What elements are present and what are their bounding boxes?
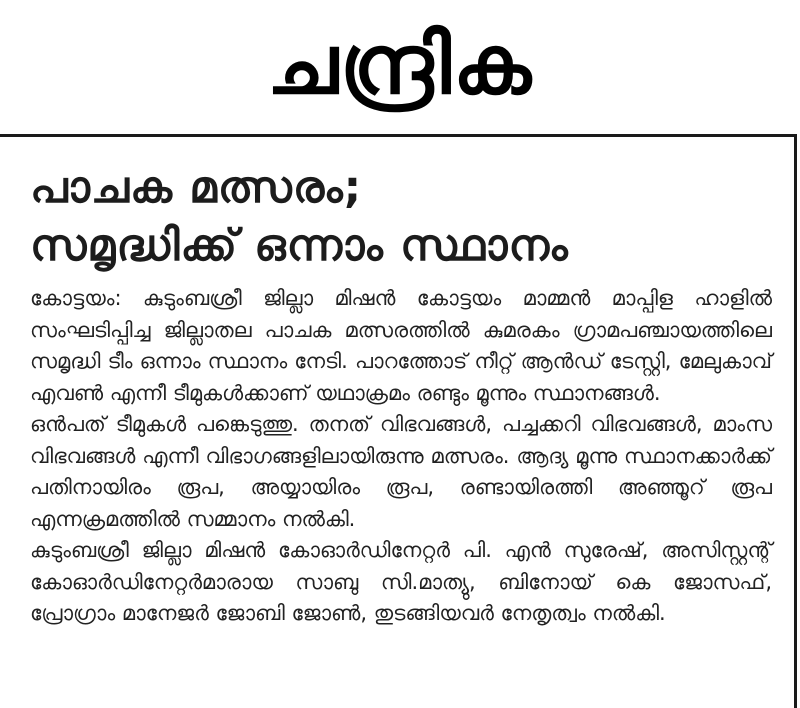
newspaper-logo: ചന്ദ്രിക — [266, 18, 534, 113]
article-body — [30, 283, 772, 630]
article-paragraph-2: ഒൻപത് ടീമുകൾ പങ്കെടുത്തു. തനത് വിഭവങ്ങൾ, പച്ചക്കറി വിഭവങ്ങൾ, മാംസ വിഭവങ്ങൾ എന്നീ വിഭാഗങ്ങളിലായിരുന്നു മത്സരം. ആദ്യ മൂന്നു സ്ഥാനക്കാർക്ക് പതിനായിരം രൂപ, അയ്യായിരം രൂപ, രണ്ടായിരത്തി അഞ്ഞൂറ് രൂപ എന്നക്രമത്തിൽ സമ്മാനം നൽകി. — [30, 412, 772, 531]
headline-line-2: സമൃദ്ധിക്ക് ഒന്നാം സ്ഥാനം — [30, 220, 569, 271]
headline-line-1: പാചക മത്സരം; — [30, 162, 363, 213]
article-paragraph-1: കോട്ടയം: കുടുംബശ്രീ ജില്ലാ മിഷൻ കോട്ടയം മാമ്മൻ മാപ്പിള ഹാളിൽ സംഘടിപ്പിച്ച ജില്ലാതല പാചക മത്സരത്തിൽ കുമരകം ഗ്രാമപഞ്ചായത്തിലെ സമൃദ്ധി ടീം ഒന്നാം സ്ഥാനം നേടി. പാറത്തോട് നീറ്റ് ആൻഡ് ടേസ്റ്റി, മേലുകാവ് എവൺ എന്നീ ടീമുകൾക്കാണ് യഥാക്രമം രണ്ടും മൂന്നും സ്ഥാനങ്ങൾ. — [30, 286, 772, 405]
newspaper-masthead — [0, 0, 800, 132]
article-clipping — [0, 134, 797, 708]
article-paragraph-3: കുടുംബശ്രീ ജില്ലാ മിഷൻ കോഓർഡിനേറ്റർ പി. എൻ സുരേഷ്, അസിസ്റ്റന്റ് കോഓർഡിനേറ്റർമാരായ സാബു സി.മാത്യു, ബിനോയ് കെ ജോസഫ്, പ്രോഗ്രാം മാനേജർ ജോബി ജോൺ, തുടങ്ങിയവർ നേതൃത്വം നൽകി. — [30, 538, 772, 625]
article-headline — [30, 159, 794, 275]
